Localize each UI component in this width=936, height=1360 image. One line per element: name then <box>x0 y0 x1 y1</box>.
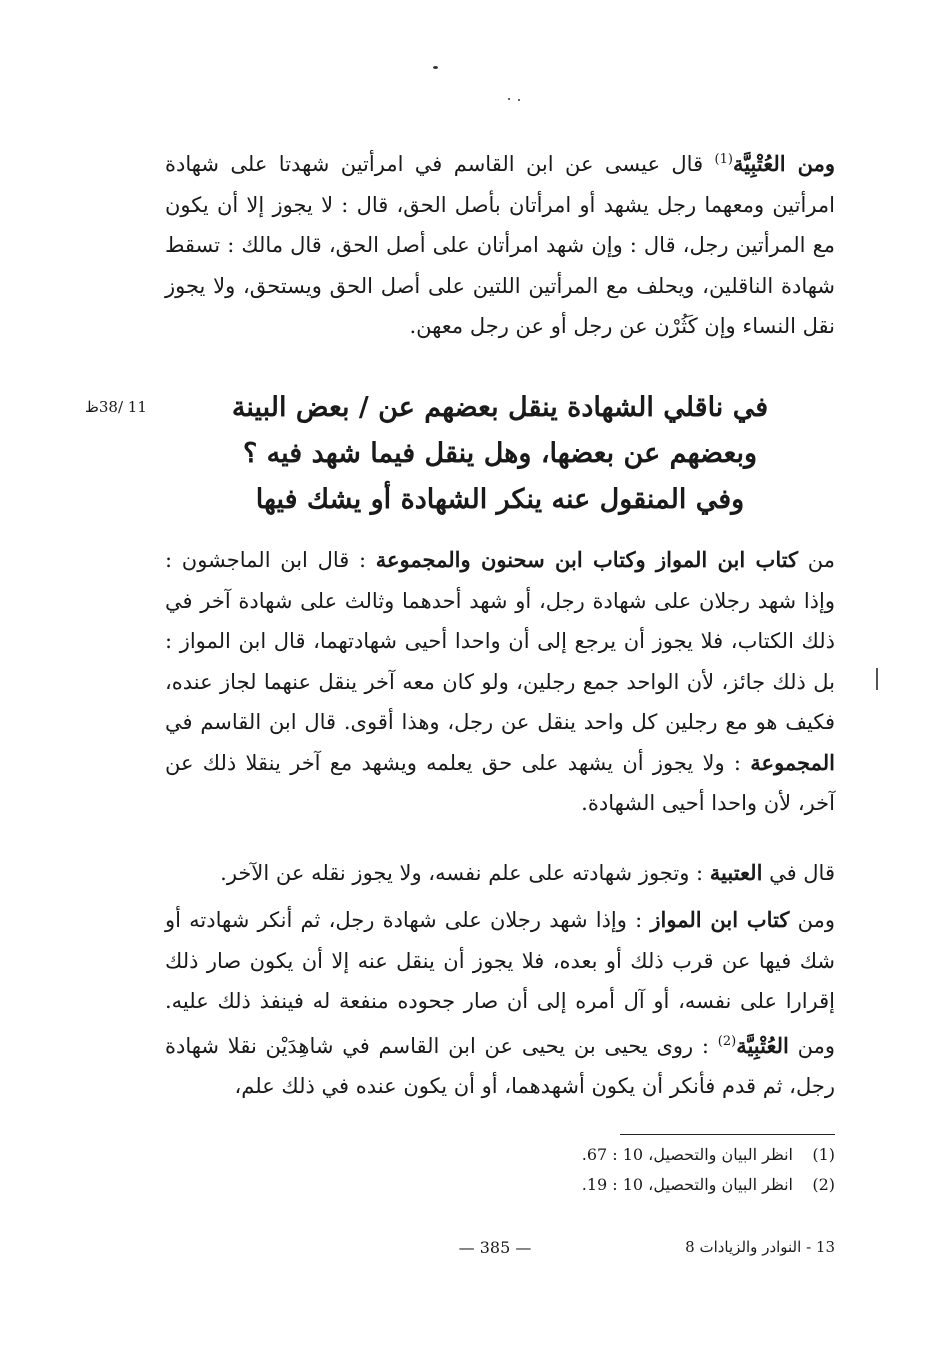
scan-speck <box>508 98 510 100</box>
footnote-item <box>420 1140 835 1170</box>
footnote-divider <box>620 1134 835 1135</box>
paragraph-lead: ومن <box>789 908 835 932</box>
source-name-bold: المجموعة <box>750 749 835 775</box>
footnote-text: انظر البيان والتحصيل، 10 : 67. <box>581 1145 793 1164</box>
paragraph-text: : وتجوز شهادته على علم نفسه، ولا يجوز نقله عن الآخر. <box>220 861 710 885</box>
footnote-number: (2) <box>812 1175 835 1194</box>
footnote-ref[interactable]: (1) <box>714 152 733 167</box>
heading-line-3: وفي المنقول عنه ينكر الشهادة أو يشك فيها <box>255 484 745 515</box>
paragraph-text: : روى يحيى بن يحيى عن ابن القاسم في شاهِدَيْن نقلا شهادة رجل، ثم قدم فأنكر أن يكون أشهدهما، أو أن يكون عنده في ذلك علم، <box>165 1033 835 1098</box>
paragraph-text: : ولا يجوز أن يشهد على حق يعلمه ويشهد مع آخر ينقلا ذلك عن آخر، لأن واحدا أحيى الشهادة. <box>165 750 835 815</box>
footnote-number: (1) <box>812 1145 835 1164</box>
margin-folio-note: 11 /38ظ <box>85 398 147 416</box>
footnote-ref[interactable]: (2) <box>717 1033 737 1049</box>
source-name-bold: العتبية <box>709 860 763 885</box>
section-heading <box>165 385 835 523</box>
page-number: — 385 — <box>458 1238 532 1257</box>
paragraph-lead: من <box>798 548 835 572</box>
source-name-bold: كتاب ابن المواز <box>650 907 790 932</box>
footnote-text: انظر البيان والتحصيل، 10 : 19. <box>581 1175 793 1194</box>
heading-line-2: وبعضهم عن بعضها، وهل ينقل فيما شهد فيه ؟ <box>242 438 758 469</box>
scan-speck <box>433 66 438 69</box>
source-name-bold: العُتْبِيَّة <box>736 1032 789 1058</box>
scan-speck <box>518 99 520 101</box>
paragraph-3 <box>165 853 835 894</box>
paragraph-text: : وإذا شهد رجلان على شهادة رجل، ثم أنكر شهادته أو شك فيها عن قرب ذلك أو بعده، فلا يجوز أن ينقل عنه إلا أن يكون صار ذلك إقرارا على نفسه، أو آل أمره إلى أن صار جحوده منفعة له فينفذ ذلك عليه. ومن <box>165 908 835 1058</box>
paragraph-1 <box>165 140 835 347</box>
running-footer: 13 - النوادر والزيادات 8 <box>685 1238 835 1256</box>
paragraph-2 <box>165 540 835 824</box>
paragraph-lead: قال في <box>762 861 835 885</box>
source-name-bold: كتاب ابن المواز وكتاب ابن سحنون والمجموعة <box>375 547 799 572</box>
footnotes <box>420 1140 835 1200</box>
paragraph-4 <box>165 900 835 1107</box>
paragraph-text: : قال ابن الماجشون : وإذا شهد رجلان على شهادة رجل، أو شهد أحدهما وثالث على شهادة آخر في ذلك الكتاب، فلا يجوز أن يرجع إلى أن واحدا أحيى شهادتهما، قال ابن المواز : بل ذلك جائز، لأن الواحد جمع رجلين، ولو كان معه آخر ينقل عنهما لجاز عنده، فكيف هو مع رجلين كل واحد ينقل عن رجل، وهذا أقوى. قال ابن القاسم في <box>165 548 835 734</box>
paragraph-text: قال عيسى عن ابن القاسم في امرأتين شهدتا على شهادة امرأتين ومعهما رجل يشهد أو امرأتان بأصل الحق، قال : لا يجوز إلا أن يكون مع المرأتين رجل، قال : وإن شهد امرأتان على أصل الحق، قال مالك : تسقط شهادة الناقلين، ويحلف مع المرأتين اللتين على أصل الحق ويستحق، ولا يجوز نقل النساء وإن كَثُرْن عن رجل أو عن رجل معهن. <box>165 152 835 338</box>
heading-line-1: في ناقلي الشهادة ينقل بعضهم عن / بعض البينة <box>231 392 769 423</box>
source-name-bold: ومن العُتْبِيَّة <box>732 151 835 176</box>
footnote-item <box>420 1170 835 1200</box>
margin-mark <box>876 668 878 690</box>
